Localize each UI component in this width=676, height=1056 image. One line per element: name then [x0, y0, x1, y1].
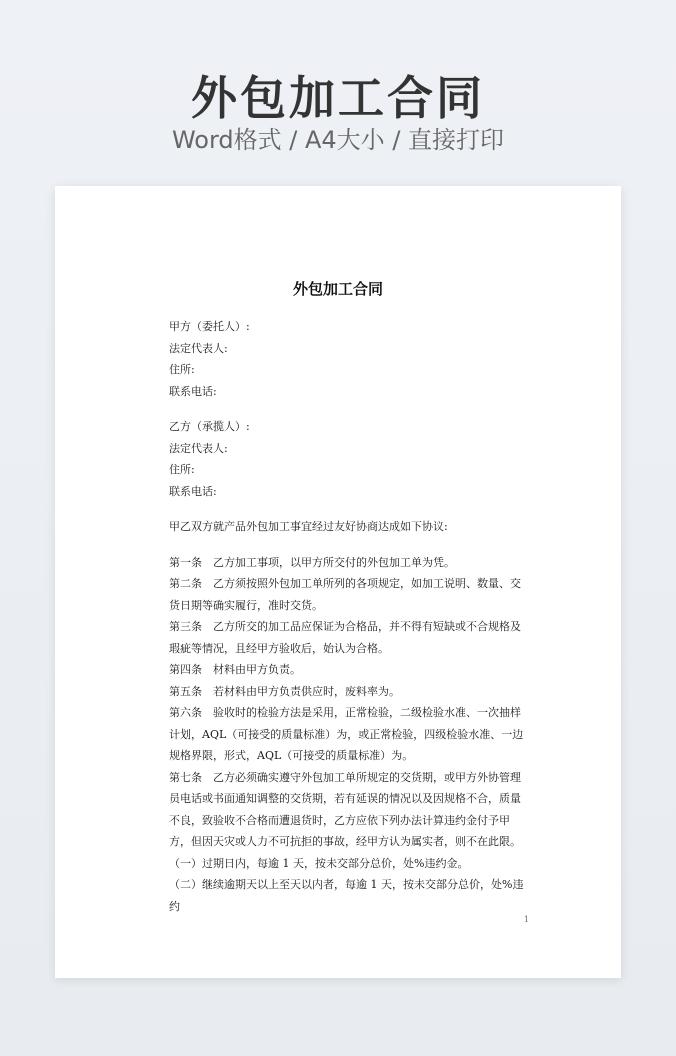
document-title: 外包加工合同: [292, 280, 383, 298]
clause-paragraph: 第四条 材料由甲方负责。: [169, 663, 301, 676]
clause-paragraph: 第一条 乙方加工事项，以甲方所交付的外包加工单为凭。: [169, 555, 455, 569]
clause-subitem: （二）继续逾期天以上至天以内者，每逾 1 天，按未交部分总价，处%违约: [169, 878, 524, 913]
clause-subitem: （一）过期日内，每逾 1 天，按未交部分总价，处%违约金。: [169, 856, 469, 870]
banner-subtitle: Word格式 / A4大小 / 直接打印: [171, 126, 505, 154]
party-a-line: 甲方（委托人）:: [169, 320, 250, 333]
party-b-line: 乙方（承揽人）:: [169, 420, 250, 433]
party-a-block: [169, 316, 529, 402]
party-a-line: 法定代表人:: [169, 341, 228, 355]
clause-paragraph: 第二条 乙方须按照外包加工单所列的各项规定，如加工说明、数量、交货日期等确实履行，准时交货。: [169, 577, 521, 612]
clause-paragraph: 第五条 若材料由甲方负责供应时，废料率为。: [169, 684, 400, 698]
party-b-line: 联系电话:: [169, 484, 217, 498]
party-a-line: 住所:: [169, 363, 195, 376]
clause-paragraph: 第七条 乙方必须确实遵守外包加工单所规定的交货期，或甲方外协管理员电话或书面通知调整的交货期，若有延误的情况以及因规格不合，质量不良，致验收不合格而遭退货时，乙方应依下列办法计算违约金付予甲方，但因天灾或人力不可抗拒的事故，经甲方认为属实者，则不在此限。: [169, 770, 521, 848]
banner-title: 外包加工合同: [191, 71, 485, 125]
party-b-line: 法定代表人:: [169, 441, 228, 455]
document-page: [55, 186, 621, 978]
party-b-line: 住所:: [169, 463, 195, 476]
clause-paragraph: 第三条 乙方所交的加工品应保证为合格品，并不得有短缺或不合规格及瑕疵等情况，且经甲方验收后，始认为合格。: [169, 620, 521, 655]
clause-paragraph: 第六条 验收时的检验方法是采用，正常检验，二级检验水准、一次抽样计划，AQL（可接受的质量标准）为，或正常检验，四级检验水准、一边规格界限，形式，AQL（可接受的质量标准）为。: [169, 706, 524, 762]
document-body: [169, 316, 529, 917]
page-number: 1: [523, 915, 529, 924]
party-a-line: 联系电话:: [169, 384, 217, 398]
party-b-block: [169, 416, 529, 502]
intro-paragraph: 甲乙双方就产品外包加工事宜经过友好协商达成如下协议:: [169, 520, 448, 533]
